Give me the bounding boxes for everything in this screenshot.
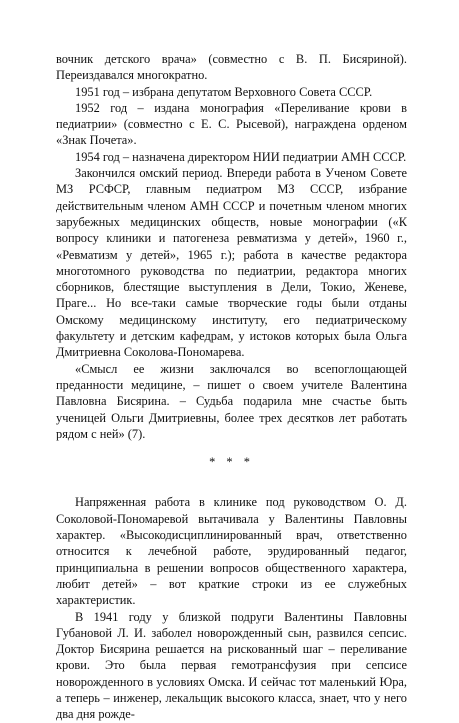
- paragraph-omsk-period: Закончился омский период. Впереди работа в Ученом Совете МЗ РСФСР, главным педиатром МЗ СССР, избрание действительным членом АМН СССР и почетным членом многих зарубежных медицинских обществ, новые монографии («К вопросу клиники и патогенеза ревматизма у детей», 1960 г., «Ревматизм у детей», 1965 г.); работа в качестве редактора многотомного руководства по педиатрии, редактора многих сборников, блестящие выступления в Дели, Токио, Женеве, Праге... Но все-таки самые творческие годы были отданы Омскому медицинскому институту, его педиатрическому факультету и детским кафедрам, у истоков которых была Ольга Дмитриевна Соколова-Пономарева.: [56, 166, 407, 360]
- body-text: [56, 51, 407, 723]
- paragraph-continuation: вочник детского врача» (совместно с В. П. Бисяриной). Переиздавался многократно.: [56, 52, 407, 83]
- section-separator: * * *: [209, 455, 254, 470]
- paragraph-1941: В 1941 году у близкой подруги Валентины Павловны Губановой Л. И. заболел новорожденный сын, развился сепсис. Доктор Бисярина решается на рискованный шаг – переливание крови. Это была первая гемотрансфузия при сепсисе новорожденного в условиях Омска. И сейчас тот маленький Юра, а теперь – инженер, лекальщик высокого класса, знает, что у него два дня рожде-: [56, 609, 407, 722]
- paragraph-quote-bisyarina: «Смысл ее жизни заключался во всепоглощающей преданности медицине, – пишет о своем учителе Валентина Павловна Бисярина. – Судьба подарила мне счастье быть ученицей Ольги Дмитриевны, более трех десятков лет работать рядом с ней» (7).: [56, 361, 407, 441]
- paragraph-clinic-work: Напряженная работа в клинике под руководством О. Д. Соколовой-Пономаревой вытачивала у Валентины Павловны характер. «Высокодисциплинированный врач, ответственно относится к лечебной работе, эрудированный педагог, принципиальна в решении вопросов общественного характера, любит детей» – вот краткие строки из ее служебных характеристик.: [56, 495, 407, 608]
- paragraph-1954: 1954 год – назначена директором НИИ педиатрии АМН СССР.: [75, 149, 407, 164]
- paragraph-1951: 1951 год – избрана депутатом Верховного Совета СССР.: [75, 84, 373, 99]
- paragraph-1952: 1952 год – издана монография «Переливание крови в педиатрии» (совместно с Е. С. Рысевой), награждена орденом «Знак Почета».: [56, 100, 407, 148]
